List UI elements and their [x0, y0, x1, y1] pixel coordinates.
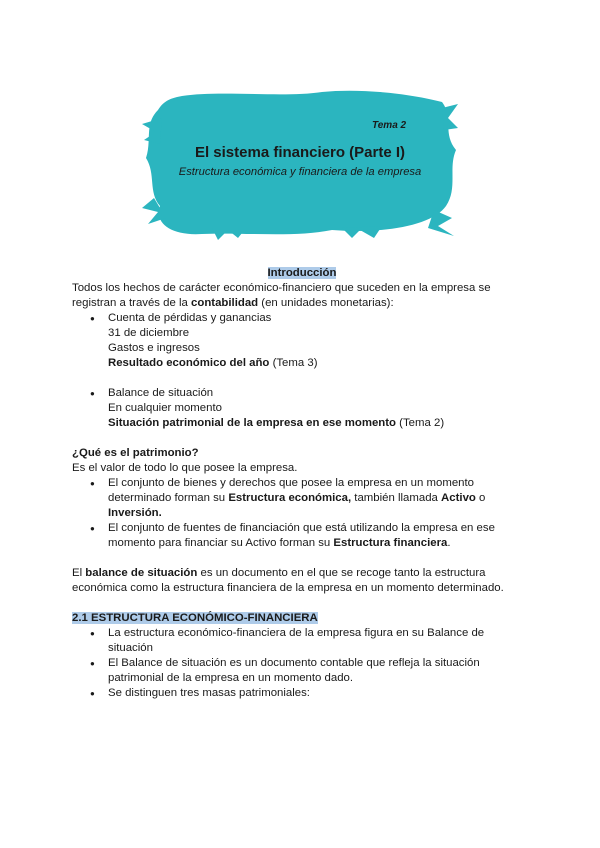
tema-label: Tema 2	[372, 120, 407, 131]
patrimonio-list	[72, 476, 532, 551]
document-body	[72, 266, 532, 701]
balance-paragraph: El balance de situación es un documento en el que se recoge tanto la estructura económica como la estructura financiera de la empresa en un momento determinado.	[72, 567, 504, 594]
intro-list-2	[72, 386, 532, 431]
intro-paragraph: Todos los hechos de carácter económico-financiero que suceden en la empresa se registran a través de la contabilidad (en unidades monetarias):	[72, 282, 491, 309]
list-item: ● Se distinguen tres masas patrimoniales:	[108, 686, 532, 701]
patrimonio-heading: ¿Qué es el patrimonio?	[72, 447, 199, 459]
list-item: ● Cuenta de pérdidas y ganancias 31 de diciembre Gastos e ingresos Resultado económico del año (Tema 3)	[108, 311, 532, 371]
section-2-1-heading: 2.1 ESTRUCTURA ECONÓMICO-FINANCIERA	[72, 612, 318, 624]
list-item: ● El Balance de situación es un documento contable que refleja la situación patrimonial de la empresa en un momento dado.	[108, 656, 532, 686]
patrimonio-definition: Es el valor de todo lo que posee la empresa.	[72, 462, 298, 474]
intro-list	[72, 311, 532, 371]
document-title: El sistema financiero (Parte I)	[194, 144, 406, 161]
section-2-1-list	[72, 626, 532, 701]
list-item: ● La estructura económico-financiera de la empresa figura en su Balance de situación	[108, 626, 532, 656]
intro-heading: Introducción	[267, 267, 337, 279]
list-item: ● Balance de situación En cualquier momento Situación patrimonial de la empresa en ese momento (Tema 2)	[108, 386, 532, 431]
list-item: ● El conjunto de bienes y derechos que posee la empresa en un momento determinado forman su Estructura económica, también llamada Activo o Inversión.	[108, 476, 532, 521]
list-item: ● El conjunto de fuentes de financiación que está utilizando la empresa en ese momento para financiar su Activo forman su Estructura financiera.	[108, 521, 532, 551]
title-banner	[142, 88, 458, 240]
document-subtitle: Estructura económica y financiera de la empresa	[178, 166, 422, 178]
brush-stroke-background	[142, 88, 458, 240]
